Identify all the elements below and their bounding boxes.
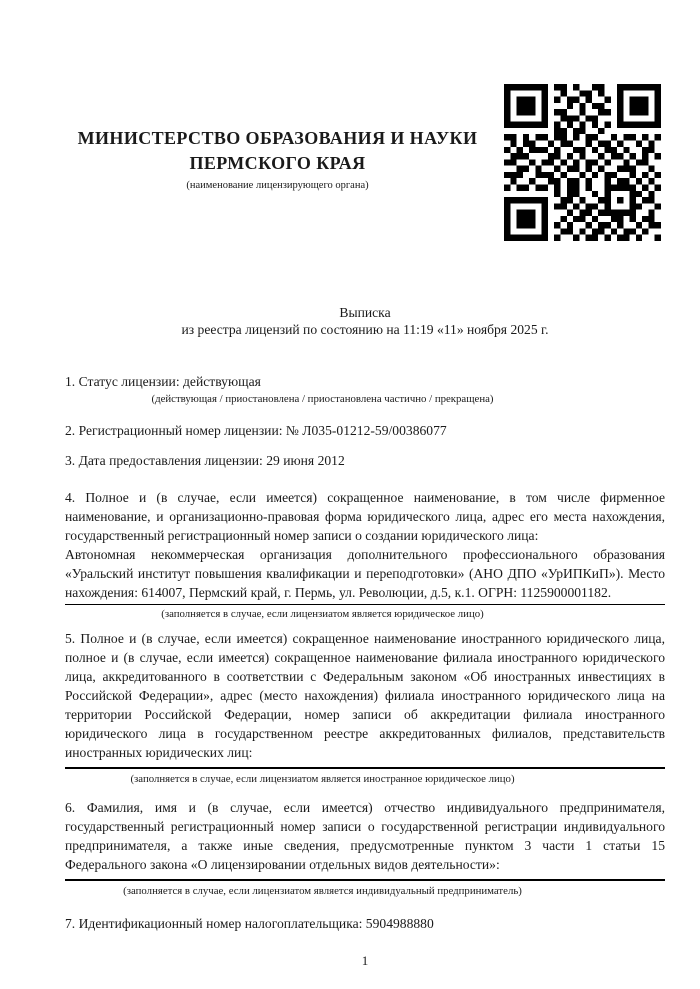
entrepreneur-heading: 6. Фамилия, имя и (в случае, если имеется) отчество индивидуального предпринимателя, государственный регистрационный номер записи о государственной регистрации индивидуального предпринимателя, а также иные сведения, предусмотренные пунктом 3 части 1 статьи 15 Федерального закона «О лицензировании отдельных видов деятельности»:	[65, 800, 665, 872]
entrepreneur-blank-line	[65, 879, 665, 881]
ministry-name-line1: МИНИСТЕРСТВО ОБРАЗОВАНИЯ И НАУКИ	[77, 128, 478, 148]
qr-code	[504, 84, 661, 241]
document-title-line1: Выписка	[339, 305, 391, 320]
taxpayer-inn: 7. Идентификационный номер налогоплательщика: 5904988880	[65, 916, 434, 931]
foreign-entity-blank-line	[65, 767, 665, 769]
legal-entity-value: Автономная некоммерческая организация дополнительного профессионального образования «Уральский институт повышения квалификации и переподготовки» (АНО ДПО «УрИПКиП»). Место нахождения: 614007, Пермский край, г. Пермь, ул. Революции, д.5, к.1. ОГРН: 1125900001182.	[65, 545, 665, 605]
grant-date: 3. Дата предоставления лицензии: 29 июня 2012	[65, 453, 345, 468]
document-title	[65, 304, 665, 338]
license-status-note: (действующая / приостановлена / приостановлена частично / прекращена)	[151, 393, 494, 405]
document-title-line2: из реестра лицензий по состоянию на 11:19 «11» ноября 2025 г.	[181, 322, 549, 337]
page-number: 1	[361, 953, 369, 968]
ministry-name-line2: ПЕРМСКОГО КРАЯ	[189, 153, 366, 173]
entrepreneur-note: (заполняется в случае, если лицензиатом является индивидуальный предприниматель)	[123, 885, 522, 897]
licensing-authority-note: (наименование лицензирующего органа)	[186, 180, 369, 191]
registration-number: 2. Регистрационный номер лицензии: № Л035-01212-59/00386077	[65, 423, 447, 438]
legal-entity-heading: 4. Полное и (в случае, если имеется) сокращенное наименование, в том числе фирменное наименование, и организационно-правовая форма юридического лица, адрес его места нахождения, государственный регистрационный номер записи о создании юридического лица:	[65, 490, 665, 543]
legal-entity-note: (заполняется в случае, если лицензиатом является юридическое лицо)	[161, 608, 484, 620]
ministry-header	[65, 126, 490, 192]
foreign-entity-heading: 5. Полное и (в случае, если имеется) сокращенное наименование иностранного юридического лица, полное и (в случае, если имеется) сокращенное наименование филиала иностранного юридического лица, аккредитованного в соответствии с Федеральным законом «Об иностранных инвестициях в Российской Федерации», адрес (место нахождения) филиала иностранного юридического лица на территории Российской Федерации, номер записи об аккредитации филиала иностранного юридического лица в государственном реестре аккредитованных филиалов, представительств иностранных юридических лиц:	[65, 631, 665, 760]
document-content	[0, 126, 700, 970]
foreign-entity-note: (заполняется в случае, если лицензиатом является иностранное юридическое лицо)	[130, 773, 515, 785]
license-status: 1. Статус лицензии: действующая	[65, 374, 261, 389]
